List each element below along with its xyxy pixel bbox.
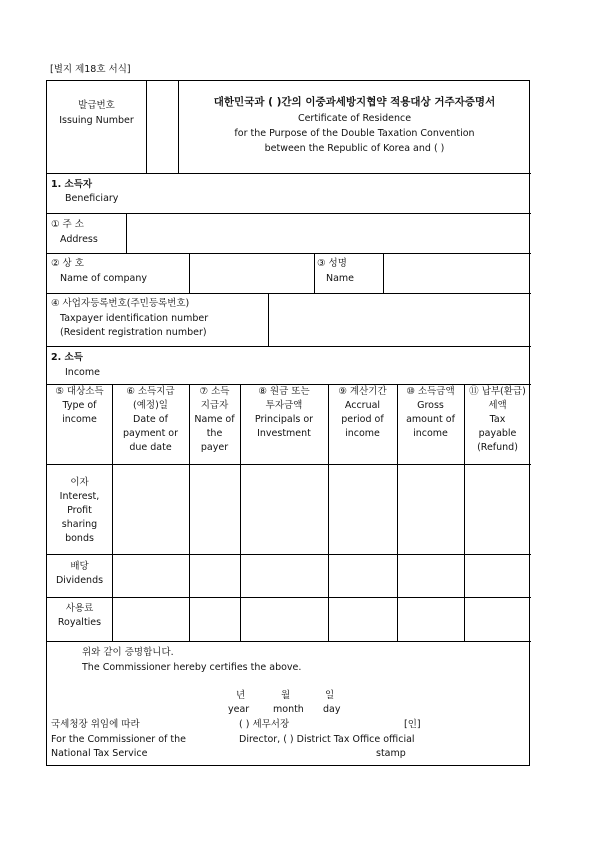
section-2-title: 2. 소득 bbox=[51, 352, 83, 363]
row-label-line: 배당 bbox=[70, 561, 89, 572]
certify-text-en: The Commissioner hereby certifies the above. bbox=[82, 662, 302, 673]
year-ko: 년 bbox=[236, 690, 246, 701]
column-header-tax bbox=[464, 385, 531, 455]
header-line: amount of bbox=[406, 414, 455, 425]
header-line: Date of bbox=[133, 414, 168, 425]
year-en: year bbox=[228, 704, 250, 715]
certificate-form bbox=[46, 80, 530, 766]
header-line: 세액 bbox=[488, 400, 507, 411]
header-line: ⑥ 소득지급 bbox=[126, 386, 175, 397]
section-1-title: 1. 소득자 bbox=[51, 179, 93, 190]
rule bbox=[47, 293, 531, 294]
issuing-number-label-ko: 발급번호 bbox=[78, 100, 115, 111]
header-line: income bbox=[345, 428, 380, 439]
form-title-ko: 대한민국과 ( )간의 이중과세방지협약 적용대상 거주자증명서 bbox=[213, 96, 496, 108]
rule bbox=[47, 597, 531, 598]
row-label-line: 사용료 bbox=[65, 603, 94, 614]
row-label-interest bbox=[47, 476, 112, 546]
header-line: 투자금액 bbox=[265, 400, 303, 411]
commissioner-delegation-en-2: National Tax Service bbox=[51, 748, 148, 759]
header-line: Principals or bbox=[254, 414, 314, 425]
header-line: Gross bbox=[417, 400, 444, 411]
header-line: payment or bbox=[122, 428, 179, 439]
column-header-payer bbox=[189, 385, 240, 455]
form-title-en-3: between the Republic of Korea and ( ) bbox=[264, 143, 445, 154]
rule bbox=[383, 253, 384, 293]
commissioner-delegation-ko: 국세청장 위임에 따라 bbox=[51, 719, 140, 730]
column-header-type bbox=[47, 385, 112, 427]
official-stamp-label: stamp bbox=[376, 748, 406, 759]
rule bbox=[126, 213, 127, 253]
header-line: Tax bbox=[489, 414, 506, 425]
name-label-ko: ③ 성명 bbox=[317, 258, 347, 269]
taxpayer-id-label-ko: ④ 사업자등록번호(주민등록번호) bbox=[51, 298, 190, 309]
row-label-royalties bbox=[47, 602, 112, 630]
row-label-line: Profit bbox=[67, 505, 92, 516]
row-label-line: bonds bbox=[65, 533, 94, 544]
row-label-dividends bbox=[47, 560, 112, 588]
header-line: ⑦ 소득 bbox=[199, 386, 230, 397]
header-line: payable bbox=[478, 428, 517, 439]
taxpayer-id-label-en-1: Taxpayer identification number bbox=[60, 313, 209, 324]
form-title-en-2: for the Purpose of the Double Taxation Convention bbox=[234, 128, 475, 139]
header-line: ⑧ 원금 또는 bbox=[258, 386, 310, 397]
header-line: Type of bbox=[62, 400, 97, 411]
company-label-ko: ② 상 호 bbox=[51, 258, 84, 269]
row-label-line: Dividends bbox=[55, 575, 104, 586]
month-en: month bbox=[273, 704, 304, 715]
row-label-line: Interest, bbox=[59, 491, 100, 502]
header-line: (Refund) bbox=[477, 442, 518, 453]
address-field[interactable] bbox=[128, 215, 528, 251]
header-line: income bbox=[62, 414, 97, 425]
taxpayer-id-label-en-2: (Resident registration number) bbox=[60, 327, 207, 338]
row-label-line: sharing bbox=[61, 519, 98, 530]
header-line: due date bbox=[129, 442, 172, 453]
header-line: (예정)일 bbox=[133, 400, 168, 411]
column-header-principal bbox=[240, 385, 328, 441]
header-line: 지급자 bbox=[200, 400, 229, 411]
rule bbox=[189, 253, 190, 293]
header-line: period of bbox=[341, 414, 384, 425]
month-ko: 월 bbox=[281, 690, 291, 701]
rule bbox=[268, 293, 269, 346]
commissioner-delegation-en-1: For the Commissioner of the bbox=[51, 734, 186, 745]
day-en: day bbox=[323, 704, 341, 715]
certify-text-ko: 위와 같이 증명합니다. bbox=[82, 647, 174, 658]
company-field[interactable] bbox=[191, 255, 313, 291]
column-header-accrual bbox=[328, 385, 397, 441]
issuing-number-field[interactable] bbox=[147, 81, 177, 171]
seal-mark: [인] bbox=[404, 719, 421, 730]
tax-office-director-ko: ( ) 세무서장 bbox=[239, 719, 290, 730]
column-header-date bbox=[112, 385, 189, 455]
rule bbox=[47, 213, 531, 214]
section-1-subtitle: Beneficiary bbox=[65, 193, 119, 204]
rule bbox=[47, 173, 531, 174]
rule bbox=[47, 346, 531, 347]
issuing-number-label-en: Issuing Number bbox=[59, 115, 134, 126]
header-line: payer bbox=[200, 442, 229, 453]
header-line: the bbox=[206, 428, 223, 439]
form-title-en-1: Certificate of Residence bbox=[297, 113, 412, 124]
rule bbox=[47, 253, 531, 254]
rule bbox=[47, 641, 531, 642]
company-label-en: Name of company bbox=[60, 273, 148, 284]
header-line: ⑩ 소득금액 bbox=[406, 386, 455, 397]
name-label-en: Name bbox=[326, 273, 355, 284]
header-line: Name of bbox=[194, 414, 235, 425]
section-2-subtitle: Income bbox=[65, 367, 100, 378]
address-label-en: Address bbox=[60, 234, 98, 245]
row-label-line: 이자 bbox=[70, 477, 89, 488]
header-line: ⑤ 대상소득 bbox=[55, 386, 104, 397]
header-line: Accrual bbox=[344, 400, 381, 411]
rule bbox=[47, 464, 531, 465]
header-line: income bbox=[413, 428, 448, 439]
row-label-line: Royalties bbox=[57, 617, 102, 628]
day-ko: 일 bbox=[325, 690, 335, 701]
name-field[interactable] bbox=[385, 255, 529, 291]
header-line: ⑨ 계산기간 bbox=[338, 386, 387, 397]
rule bbox=[47, 554, 531, 555]
header-line: Investment bbox=[257, 428, 311, 439]
header-line: ⑪ 납부(환급) bbox=[469, 386, 526, 397]
rule bbox=[314, 253, 315, 293]
taxpayer-id-field[interactable] bbox=[270, 295, 529, 344]
column-header-gross bbox=[397, 385, 464, 441]
address-label-ko: ① 주 소 bbox=[51, 219, 84, 230]
form-number-label: [별지 제18호 서식] bbox=[50, 64, 131, 75]
tax-office-director-en: Director, ( ) District Tax Office official bbox=[239, 734, 415, 745]
